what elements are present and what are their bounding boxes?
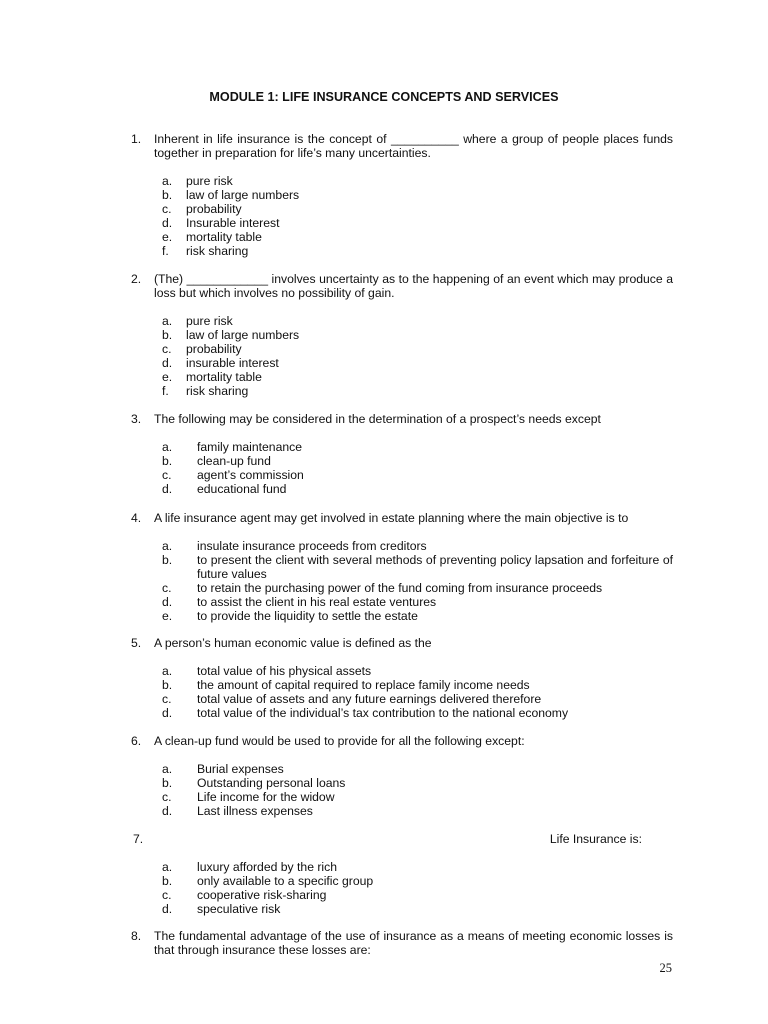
option: [162, 314, 673, 328]
question-number: 7.: [133, 832, 144, 846]
option-letter: a.: [162, 860, 173, 874]
question-2: [131, 272, 673, 398]
option-text: mortality table: [186, 370, 262, 384]
option: [162, 581, 673, 595]
option: [162, 678, 673, 692]
option-text: Burial expenses: [197, 762, 284, 776]
option-text: to retain the purchasing power of the fund coming from insurance proceeds: [197, 581, 603, 595]
option-letter: a.: [162, 440, 173, 454]
option: [162, 384, 673, 398]
option-letter: d.: [162, 482, 173, 496]
option-letter: d.: [162, 216, 173, 230]
option-text: mortality table: [186, 230, 262, 244]
option-text: only available to a specific group: [197, 874, 374, 888]
option-text: total value of his physical assets: [197, 664, 372, 678]
option-text: insurable interest: [186, 356, 279, 370]
option: [162, 692, 673, 706]
option: [162, 553, 673, 581]
option: [162, 595, 673, 609]
option-text: total value of the individual’s tax contribution to the national economy: [197, 706, 569, 720]
option-letter: e.: [162, 370, 173, 384]
question-text: The fundamental advantage of the use of insurance as a means of meeting economic losses is that through insurance these losses are:: [154, 929, 673, 957]
option-letter: a.: [162, 314, 173, 328]
option-text: luxury afforded by the rich: [197, 860, 338, 874]
option-text: to present the client with several methods of preventing policy lapsation and forfeiture of future values: [197, 553, 673, 581]
option: [162, 216, 673, 230]
option-text: risk sharing: [186, 384, 249, 398]
question-text: A clean-up fund would be used to provide for all the following except:: [154, 734, 525, 748]
option-text: agent’s commission: [197, 468, 304, 482]
option-letter: a.: [162, 664, 173, 678]
question-number: 8.: [131, 929, 142, 943]
option-text: total value of assets and any future earnings delivered therefore: [197, 692, 542, 706]
page-number: 25: [659, 961, 672, 975]
option: [162, 664, 673, 678]
question-5: [131, 636, 673, 720]
option-letter: c.: [162, 468, 172, 482]
option-letter: c.: [162, 342, 172, 356]
option-letter: b.: [162, 553, 173, 567]
option-letter: d.: [162, 706, 173, 720]
option-letter: b.: [162, 454, 173, 468]
question-text: (The) ____________ involves uncertainty as to the happening of an event which may produce a loss but which involves no possibility of gain.: [154, 272, 673, 300]
option: [162, 860, 673, 874]
option-letter: b.: [162, 776, 173, 790]
option-text: speculative risk: [197, 902, 281, 916]
option: [162, 888, 673, 902]
question-text: The following may be considered in the determination of a prospect’s needs except: [154, 412, 601, 426]
question-number: 4.: [131, 511, 142, 525]
option-text: educational fund: [197, 482, 287, 496]
question-number: 1.: [131, 132, 142, 146]
question-text: A person’s human economic value is defined as the: [154, 636, 432, 650]
option-letter: f.: [162, 384, 169, 398]
option: [162, 188, 673, 202]
option: [162, 609, 673, 623]
option: [162, 174, 673, 188]
option-text: the amount of capital required to replace family income needs: [197, 678, 530, 692]
option: [162, 328, 673, 342]
question-number: 2.: [131, 272, 142, 286]
module-title: MODULE 1: LIFE INSURANCE CONCEPTS AND SERVICES: [209, 90, 559, 104]
option-letter: c.: [162, 692, 172, 706]
question-6: [131, 734, 673, 818]
option: [162, 482, 673, 496]
option: [162, 874, 673, 888]
option: [162, 776, 673, 790]
option: [162, 706, 673, 720]
option-text: law of large numbers: [186, 188, 300, 202]
option-text: pure risk: [186, 174, 233, 188]
option-text: Life income for the widow: [197, 790, 335, 804]
option: [162, 454, 673, 468]
option-text: cooperative risk-sharing: [197, 888, 327, 902]
option: [162, 342, 673, 356]
option: [162, 468, 673, 482]
option-letter: b.: [162, 188, 173, 202]
question-number: 5.: [131, 636, 142, 650]
option-text: pure risk: [186, 314, 233, 328]
option-letter: d.: [162, 356, 173, 370]
option-text: risk sharing: [186, 244, 249, 258]
option: [162, 230, 673, 244]
option-letter: f.: [162, 244, 169, 258]
option-text: Outstanding personal loans: [197, 776, 346, 790]
option-letter: d.: [162, 595, 173, 609]
option-text: probability: [186, 202, 242, 216]
option-text: to provide the liquidity to settle the estate: [197, 609, 418, 623]
option: [162, 762, 673, 776]
question-3: [131, 412, 673, 496]
option: [162, 902, 673, 916]
option-text: family maintenance: [197, 440, 302, 454]
option-letter: b.: [162, 678, 173, 692]
option: [162, 370, 673, 384]
option-text: clean-up fund: [197, 454, 271, 468]
option-letter: d.: [162, 902, 173, 916]
option: [162, 790, 673, 804]
option-letter: b.: [162, 328, 173, 342]
question-7: [131, 832, 673, 916]
option: [162, 356, 673, 370]
question-4: [131, 511, 673, 623]
option-text: law of large numbers: [186, 328, 300, 342]
option: [162, 244, 673, 258]
option-text: Last illness expenses: [197, 804, 313, 818]
option-letter: e.: [162, 230, 173, 244]
option-letter: a.: [162, 539, 173, 553]
option: [162, 202, 673, 216]
option-text: Insurable interest: [186, 216, 280, 230]
question-text: A life insurance agent may get involved in estate planning where the main objective is to: [154, 511, 629, 525]
question-number: 6.: [131, 734, 142, 748]
option-letter: c.: [162, 581, 172, 595]
option-letter: e.: [162, 609, 173, 623]
option: [162, 539, 673, 553]
option-text: probability: [186, 342, 242, 356]
option-letter: c.: [162, 202, 172, 216]
option-letter: b.: [162, 874, 173, 888]
option-text: insulate insurance proceeds from creditors: [197, 539, 427, 553]
question-text: Life Insurance is:: [549, 832, 642, 846]
option: [162, 804, 673, 818]
question-8: [131, 929, 673, 957]
question-number: 3.: [131, 412, 142, 426]
option-text: to assist the client in his real estate ventures: [197, 595, 437, 609]
question-1: [131, 132, 673, 258]
option: [162, 440, 673, 454]
question-text: Inherent in life insurance is the concept of __________ where a group of people places funds together in preparation for life’s many uncertainties.: [154, 132, 673, 160]
option-letter: c.: [162, 790, 172, 804]
option-letter: a.: [162, 762, 173, 776]
option-letter: c.: [162, 888, 172, 902]
option-letter: a.: [162, 174, 173, 188]
option-letter: d.: [162, 804, 173, 818]
